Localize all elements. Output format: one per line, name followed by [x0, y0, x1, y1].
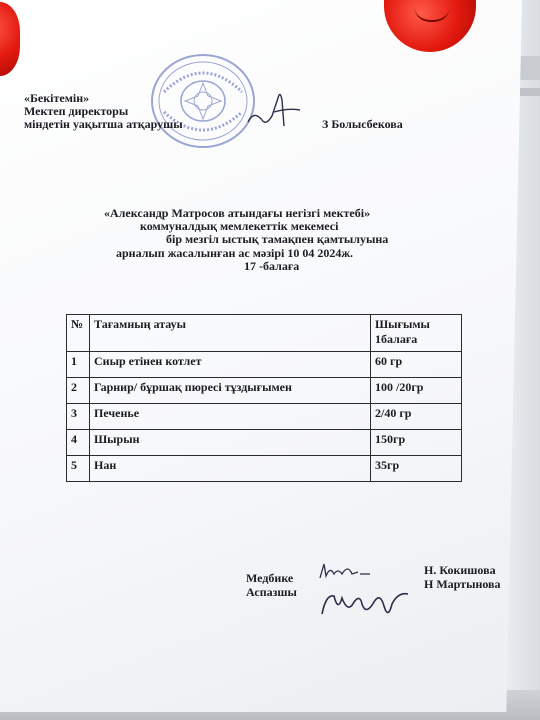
- heading-line1: «Александр Матросов атындағы негізгі мектебі»: [104, 206, 371, 220]
- row-num: 3: [67, 404, 90, 430]
- row-dish: Гарнир/ бұршақ пюресі тұздығымен: [90, 378, 371, 404]
- table-row: [67, 378, 462, 404]
- table-row: [67, 352, 462, 378]
- approval-position-line2: міндетін уақытша атқарушы: [24, 117, 183, 131]
- menu-table: [66, 314, 462, 482]
- table-header-row: [67, 315, 462, 352]
- row-num: 2: [67, 378, 90, 404]
- approval-position-line1: Мектеп директоры: [24, 104, 129, 118]
- director-signature: [244, 86, 304, 132]
- heading-line5: 17 -балаға: [244, 259, 300, 273]
- table-row: [67, 404, 462, 430]
- row-num: 1: [67, 352, 90, 378]
- header-output: Шығымы 1балаға: [371, 315, 462, 352]
- header-num: №: [67, 315, 90, 352]
- row-output: 35гр: [371, 456, 462, 482]
- row-output: 100 /20гр: [371, 378, 462, 404]
- signer-name-cook: Н Мартынова: [424, 577, 501, 591]
- cook-signature: [318, 584, 418, 624]
- official-seal-stamp: [150, 52, 256, 150]
- heading-line2: коммуналдық мемлекеттік мекемесі: [140, 219, 339, 233]
- heading-line4: арналып жасалынған ас мәзірі 10 04 2024ж.: [116, 246, 354, 260]
- header-dish-name: Тағамның атауы: [90, 315, 371, 352]
- approval-title: «Бекітемін»: [24, 91, 90, 105]
- row-output: 2/40 гр: [371, 404, 462, 430]
- signer-name-nurse: Н. Кокишова: [424, 563, 496, 577]
- row-output: 150гр: [371, 430, 462, 456]
- heading-line3: бір мезгіл ыстық тамақпен қамтылуына: [166, 232, 389, 246]
- row-dish: Шырын: [90, 430, 371, 456]
- table-row: [67, 456, 462, 482]
- nurse-signature: [316, 560, 376, 584]
- approval-director-name: З Болысбекова: [322, 117, 403, 131]
- row-output: 60 гр: [371, 352, 462, 378]
- signer-role-nurse: Медбике: [246, 571, 294, 585]
- row-dish: Печенье: [90, 404, 371, 430]
- row-dish: Нан: [90, 456, 371, 482]
- signer-role-cook: Аспазшы: [246, 585, 297, 599]
- row-dish: Сиыр етінен котлет: [90, 352, 371, 378]
- table-row: [67, 430, 462, 456]
- row-num: 5: [67, 456, 90, 482]
- row-num: 4: [67, 430, 90, 456]
